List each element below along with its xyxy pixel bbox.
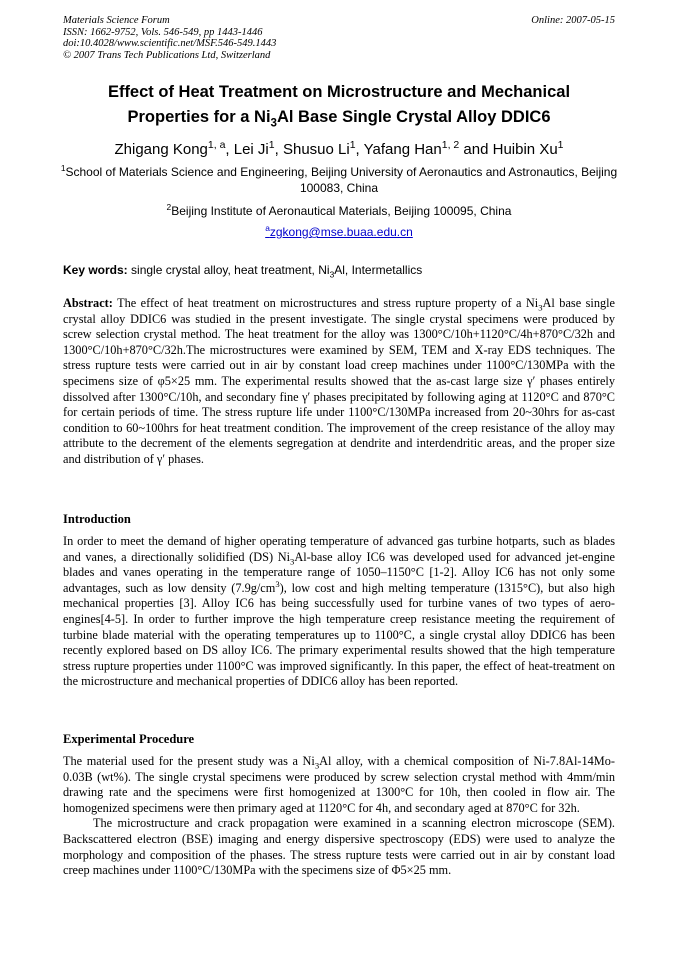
- affiliation-1: [55, 164, 623, 196]
- author-name: Shusuo Li: [282, 141, 350, 158]
- author-name: Huibin Xu: [492, 141, 558, 158]
- intro-text-c: ), low cost and high melting temperature (1315°C), but also high mechanical properties [3]. Alloy IC6 has being successfully used for turbine vanes of two types of aero-engines[4-5]. In order to further improve the high temperature creep resistance meeting the requirement of turbine blade material with the operating temperatures up to 1100°C, a single crystal alloy DDIC6 has been recently explored based on DS alloy IC6. The primary experimental results showed that the high temperature stress rupture properties under 1100°C was improved significantly. In this paper, the effect of heat-treatment on the microstructure and mechanical properties of DDIC6 alloy has been reported.: [63, 580, 615, 689]
- author: [493, 141, 564, 158]
- intro-text-a: In order to meet the demand of higher operating temperature of advanced gas turbine hotparts, such as blades and vanes, a directionally solidified (DS) Ni: [63, 534, 615, 564]
- keywords-label: Key words:: [63, 263, 128, 277]
- doi: doi:10.4028/www.scientific.net/MSF.546-549.1443: [63, 38, 277, 49]
- affiliation-1-text: School of Materials Science and Engineering, Beijing University of Aeronautics and Astronautics, Beijing 100083, China: [65, 165, 618, 195]
- keywords: [63, 262, 615, 278]
- author-separator: ,: [225, 141, 234, 158]
- keywords-text-b: Al, Intermetallics: [334, 263, 423, 277]
- author-affil-sup: 1: [557, 139, 564, 151]
- corresponding-email: [40, 224, 638, 240]
- exp-p1-text-b: Al alloy, with a chemical composition of Ni-7.8Al-14Mo-0.03B (wt%). The single crystal specimens were produced by screw selection crystal method with 4mm/min drawing rate and the specimens were first homogenized at 1300°C for 10h, then cooled in flow air. The homogenized specimens were then primary aged at 1120°C for 4h, and secondary aged at 870°C for 32h.: [63, 754, 615, 815]
- author-separator: and: [459, 141, 493, 158]
- affiliation-2-text: Beijing Institute of Aeronautical Materials, Beijing 100095, China: [171, 204, 512, 218]
- author-affil-sup: 1, a: [207, 139, 226, 151]
- introduction-paragraph: [63, 534, 615, 690]
- intro-superscript: 3: [275, 578, 280, 589]
- copyright: © 2007 Trans Tech Publications Ltd, Switzerland: [63, 49, 271, 61]
- abstract-text-b: Al base single crystal alloy DDIC6 was studied in the present investigate. The single crystal specimens were produced by screw selection crystal method. The heat treatment for the alloy was 1300°C/10h+1120°C/4h+870°C/32h and 1300°C/10h+870°C/32h.The microstructures were examined by SEM, TEM and X-ray EDS techniques. The stress rupture tests were carried out in air by constant load creep machines under 1100°C/130MPa with the specimens size of φ5×25 mm. The experimental results showed that the as-cast large size γ′ phases entirely dissolved after 1300°C/10h, and secondary fine γ′ phases precipitated by following aging at 1120°C and 870°C for certain periods of time. The stress rupture life under 1100°C/130MPa increased from 20~30hrs for as-cast condition to 60~100hrs for heat treatment condition. The improvement of the creep resistance of the alloy may attribute to the decrement of the elements segregation at dendrite and interdendritic areas, and the proper size and distribution of γ′ phases.: [63, 296, 615, 466]
- author-name: Lei Ji: [233, 141, 269, 158]
- abstract-text-a: The effect of heat treatment on microstructures and stress rupture property of a Ni: [112, 296, 539, 310]
- title-subscript: 3: [270, 117, 277, 130]
- author-list: [40, 140, 638, 160]
- author-separator: ,: [274, 141, 283, 158]
- affiliation-1-sup: 1: [60, 163, 66, 173]
- abstract-paragraph: [63, 296, 615, 468]
- experimental-paragraph-2: The microstructure and crack propagation were examined in a scanning electron microscope (SEM). Backscattered electron (BSE) imaging and energy dispersive spectroscopy (EDS) were used to analyze the morphology and composition of the phases. The stress rupture tests were carried out in air by constant load creep machines under 1100°C/130MPa with the specimens size of Φ5×25 mm.: [63, 816, 615, 878]
- intro-text-b: Al-base alloy IC6 was developed used for advanced jet-engine blades and vanes operating in the temperature range of 1050–1150°C [1-2]. Alloy IC6 has not only some advantages, such as low density (7.9g/cm: [63, 549, 615, 595]
- keywords-text-a: single crystal alloy, heat treatment, Ni: [127, 263, 330, 277]
- author: [234, 141, 283, 158]
- intro-subscript: 3: [290, 556, 295, 567]
- email-text: zgkong@mse.buaa.edu.cn: [269, 225, 413, 239]
- author: [283, 141, 364, 158]
- experimental-body: [63, 754, 615, 879]
- experimental-paragraph-1: [63, 754, 615, 816]
- journal-name: Materials Science Forum: [63, 15, 170, 26]
- author-affil-sup: 1, 2: [441, 139, 460, 151]
- exp-p1-text-a: The material used for the present study was a Ni: [63, 754, 315, 768]
- title-line-2-part-b: Al Base Single Crystal Alloy DDIC6: [276, 108, 551, 126]
- introduction-body: [63, 534, 615, 690]
- author-affil-sup: 1: [268, 139, 275, 151]
- author-name: Yafang Han: [363, 141, 442, 158]
- affiliation-2-sup: 2: [166, 202, 172, 212]
- email-sup: a: [265, 223, 270, 233]
- abstract-subscript: 3: [538, 302, 543, 313]
- keywords-subscript: 3: [329, 269, 335, 280]
- paper-title: [40, 80, 638, 130]
- email-link[interactable]: [265, 225, 413, 239]
- author-affil-sup: 1: [349, 139, 356, 151]
- author: [114, 141, 233, 158]
- online-date: Online: 2007-05-15: [531, 15, 615, 26]
- author-separator: ,: [355, 141, 364, 158]
- author: [364, 141, 493, 158]
- title-line-2-part-a: Properties for a Ni: [127, 108, 271, 126]
- exp-p1-subscript: 3: [314, 760, 320, 771]
- issn: ISSN: 1662-9752, Vols. 546-549, pp 1443-1446: [63, 26, 263, 38]
- author-name: Zhigang Kong: [114, 141, 208, 158]
- journal-header: [63, 15, 276, 61]
- introduction-heading: Introduction: [63, 512, 131, 526]
- affiliation-2: [55, 203, 623, 219]
- abstract-label: Abstract:: [63, 296, 113, 310]
- title-line-1: Effect of Heat Treatment on Microstructure and Mechanical: [107, 83, 571, 101]
- title-line-2: [40, 105, 638, 130]
- abstract: [63, 296, 615, 468]
- experimental-heading: Experimental Procedure: [63, 732, 195, 746]
